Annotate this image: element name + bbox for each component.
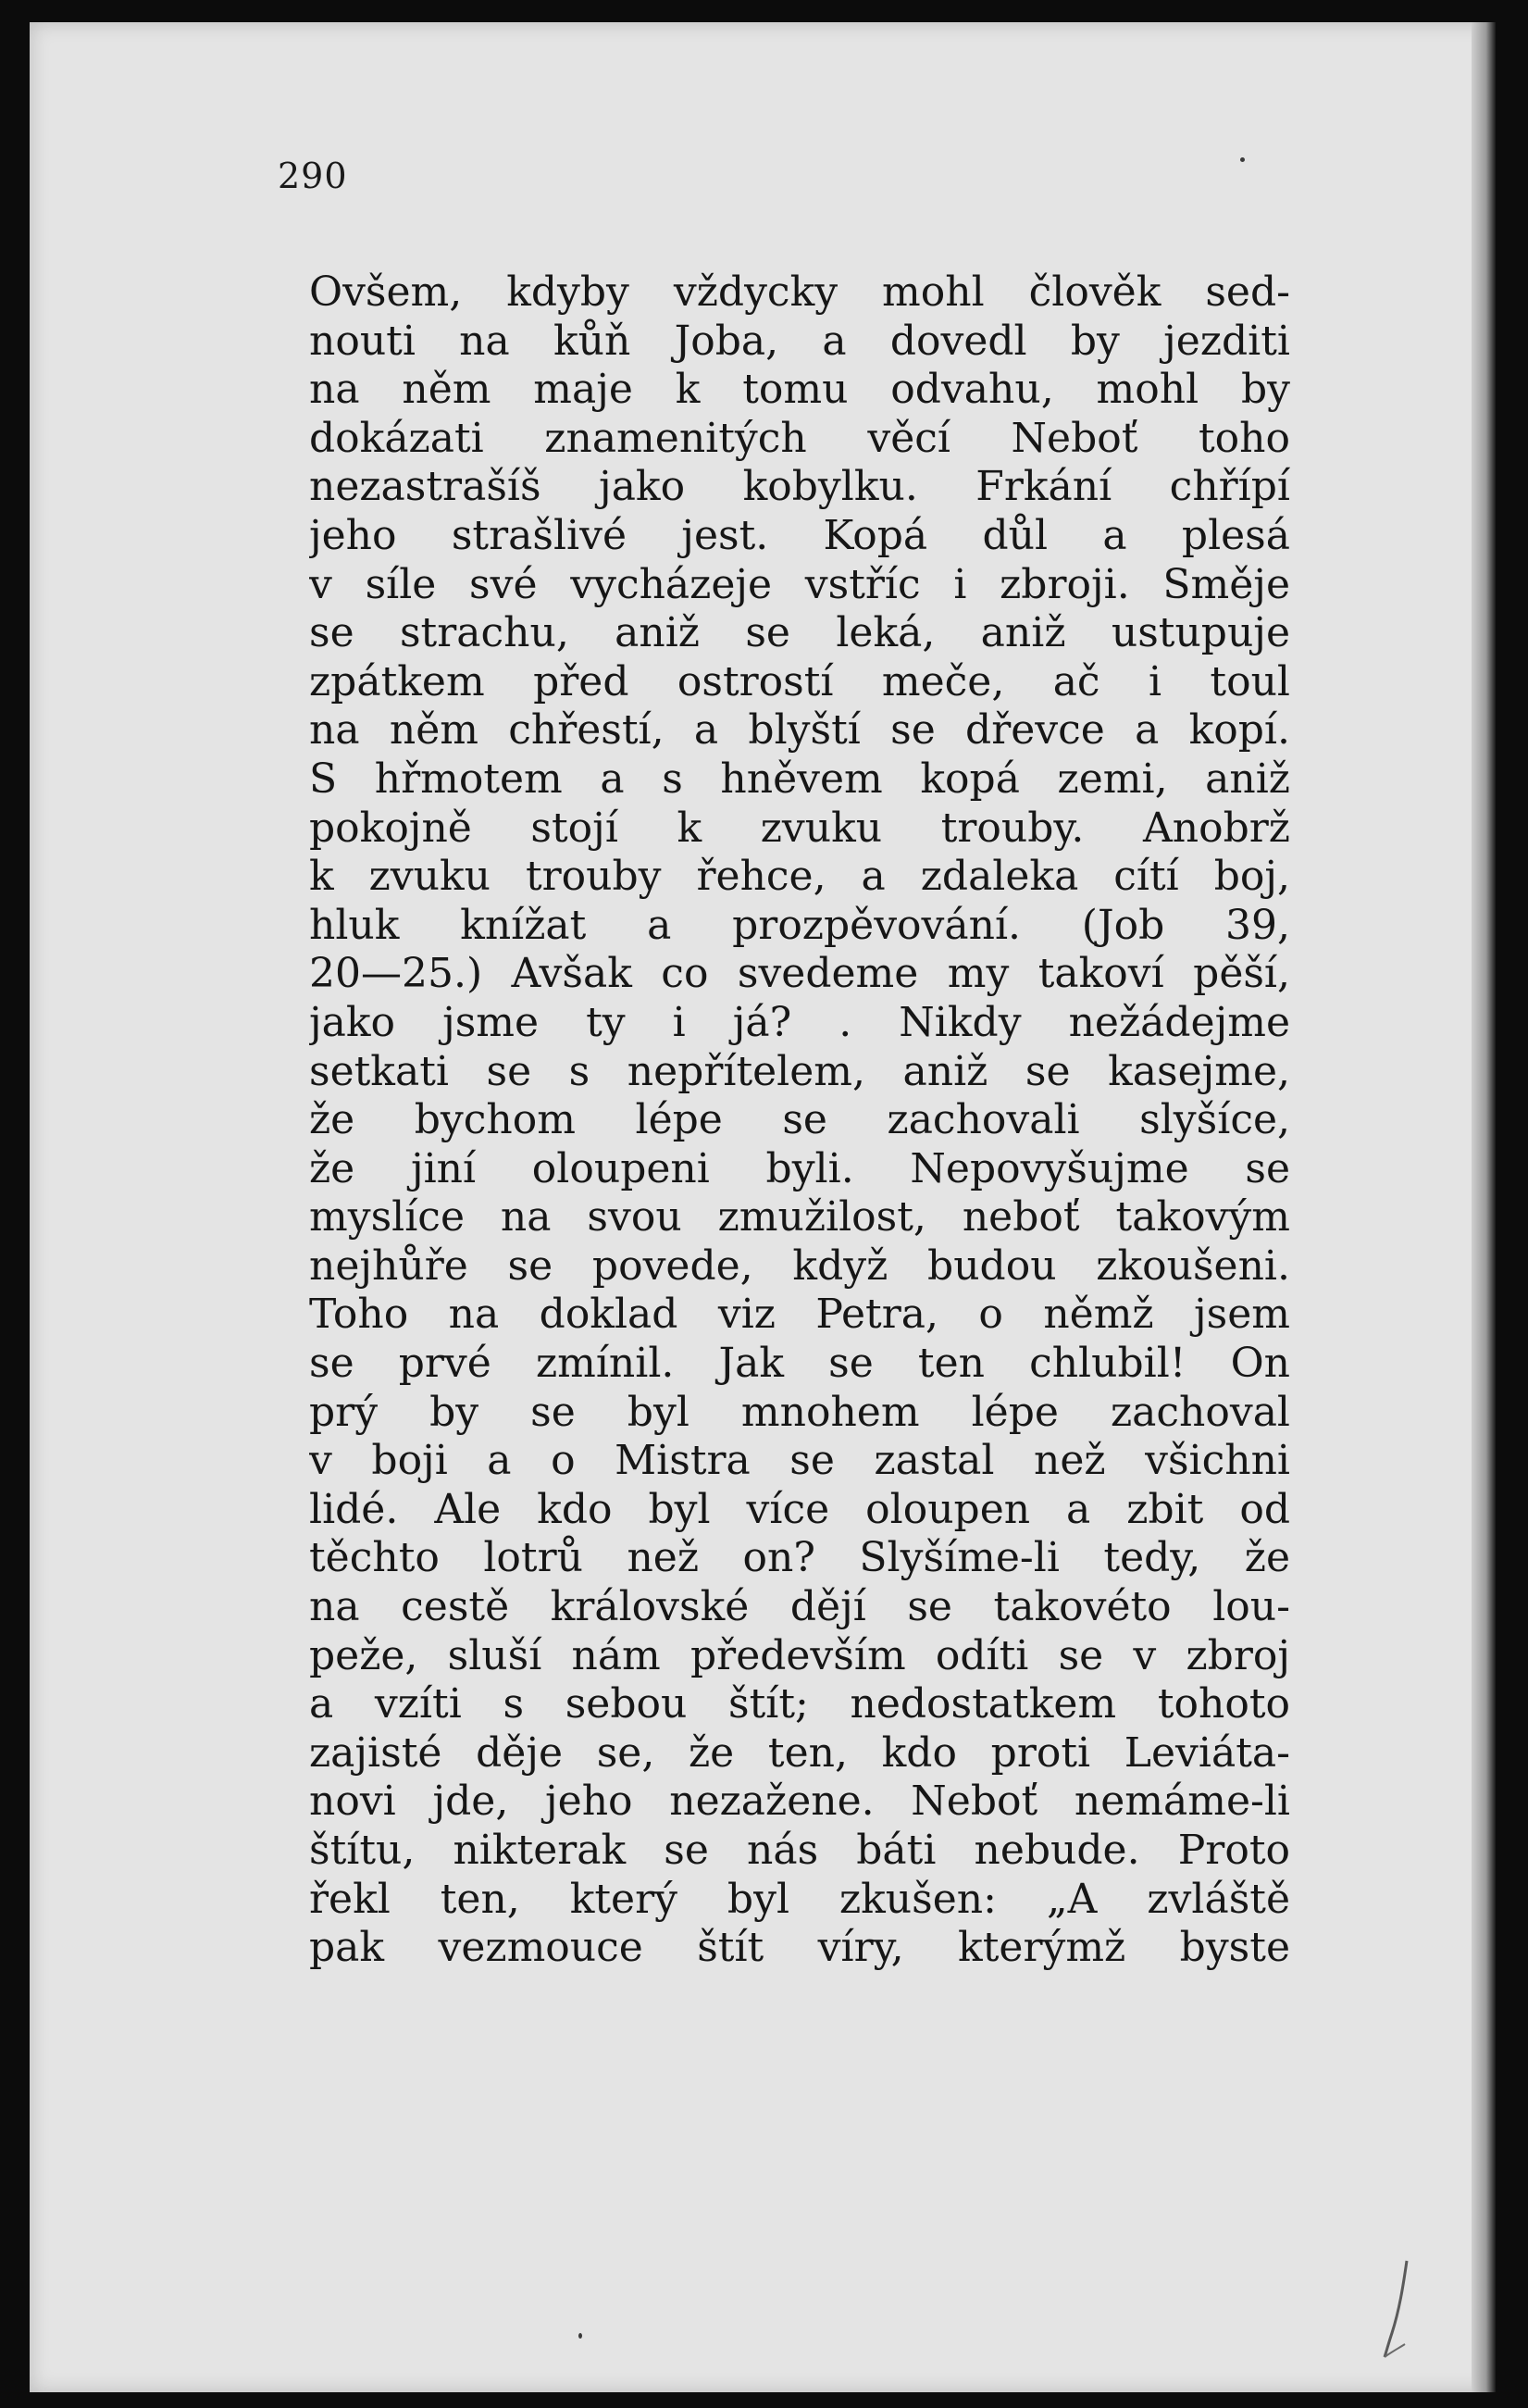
text-line: peže, sluší nám především odíti se v zbroj: [309, 1631, 1290, 1679]
text-line: v síle své vycházeje vstříc i zbroji. Směje: [309, 560, 1290, 608]
text-line: zajisté děje se, že ten, kdo proti Leviáta-: [309, 1728, 1290, 1777]
text-line: na něm chřestí, a blyští se dřevce a kopí.: [309, 706, 1290, 755]
text-line: v boji a o Mistra se zastal než všichni: [309, 1437, 1290, 1485]
text-line: štítu, nikterak se nás báti nebude. Proto: [309, 1827, 1290, 1874]
page-edge-shadow: [1472, 22, 1496, 2392]
text-line: nezastrašíš jako kobylku. Frkání chřípí: [309, 463, 1290, 511]
text-line: hluk knížat a prozpěvování. (Job 39,: [309, 901, 1290, 949]
body-text: [309, 268, 1290, 1973]
text-line: zpátkem před ostrostí meče, ač i toul: [309, 657, 1290, 705]
text-line: že bychom lépe se zachovali slyšíce,: [309, 1096, 1290, 1144]
pencil-stroke: [1385, 2261, 1407, 2357]
text-line: setkati se s nepřítelem, aniž se kasejme,: [309, 1047, 1290, 1095]
text-line: jako jsme ty i já? . Nikdy nežádejme: [309, 998, 1290, 1046]
text-line: na cestě královské dějí se takovéto lou-: [309, 1583, 1290, 1631]
dust-speck: [1240, 157, 1245, 162]
text-line: že jiní oloupeni byli. Nepovyšujme se: [309, 1144, 1290, 1192]
text-line: a vzíti s sebou štít; nedostatkem tohoto: [309, 1680, 1290, 1728]
text-line: myslíce na svou zmužilost, neboť takovým: [309, 1193, 1290, 1241]
text-line: Ovšem, kdyby vždycky mohl člověk sed-: [309, 268, 1290, 316]
text-line: těchto lotrů než on? Slyšíme-li tedy, že: [309, 1534, 1290, 1582]
text-line: pak vezmouce štít víry, kterýmž byste: [309, 1924, 1290, 1972]
text-line: 20—25.) Avšak co svedeme my takoví pěší,: [309, 950, 1290, 998]
text-line: novi jde, jeho nezažene. Neboť nemáme-li: [309, 1778, 1290, 1826]
text-line: dokázati znamenitých věcí Neboť toho: [309, 414, 1290, 462]
text-line: nejhůře se povede, když budou zkoušeni.: [309, 1241, 1290, 1290]
text-line: se strachu, aniž se leká, aniž ustupuje: [309, 609, 1290, 657]
text-line: se prvé zmínil. Jak se ten chlubil! On: [309, 1340, 1290, 1388]
text-line: jeho strašlivé jest. Kopá důl a plesá: [309, 511, 1290, 559]
text-line: Toho na doklad viz Petra, o němž jsem: [309, 1291, 1290, 1339]
text-line: k zvuku trouby řehce, a zdaleka cítí boj,: [309, 853, 1290, 901]
dust-speck: [578, 2333, 582, 2339]
text-line: řekl ten, který byl zkušen: „A zvláště: [309, 1875, 1290, 1923]
text-line: S hřmotem a s hněvem kopá zemi, aniž: [309, 755, 1290, 803]
text-line: na něm maje k tomu odvahu, mohl by: [309, 366, 1290, 414]
pencil-mark: [1379, 2259, 1416, 2361]
text-line: pokojně stojí k zvuku trouby. Anobrž: [309, 804, 1290, 852]
text-line: nouti na kůň Joba, a dovedl by jezditi: [309, 317, 1290, 365]
page-number: 290: [278, 156, 348, 196]
text-line: lidé. Ale kdo byl více oloupen a zbit od: [309, 1485, 1290, 1533]
text-line: prý by se byl mnohem lépe zachoval: [309, 1388, 1290, 1436]
